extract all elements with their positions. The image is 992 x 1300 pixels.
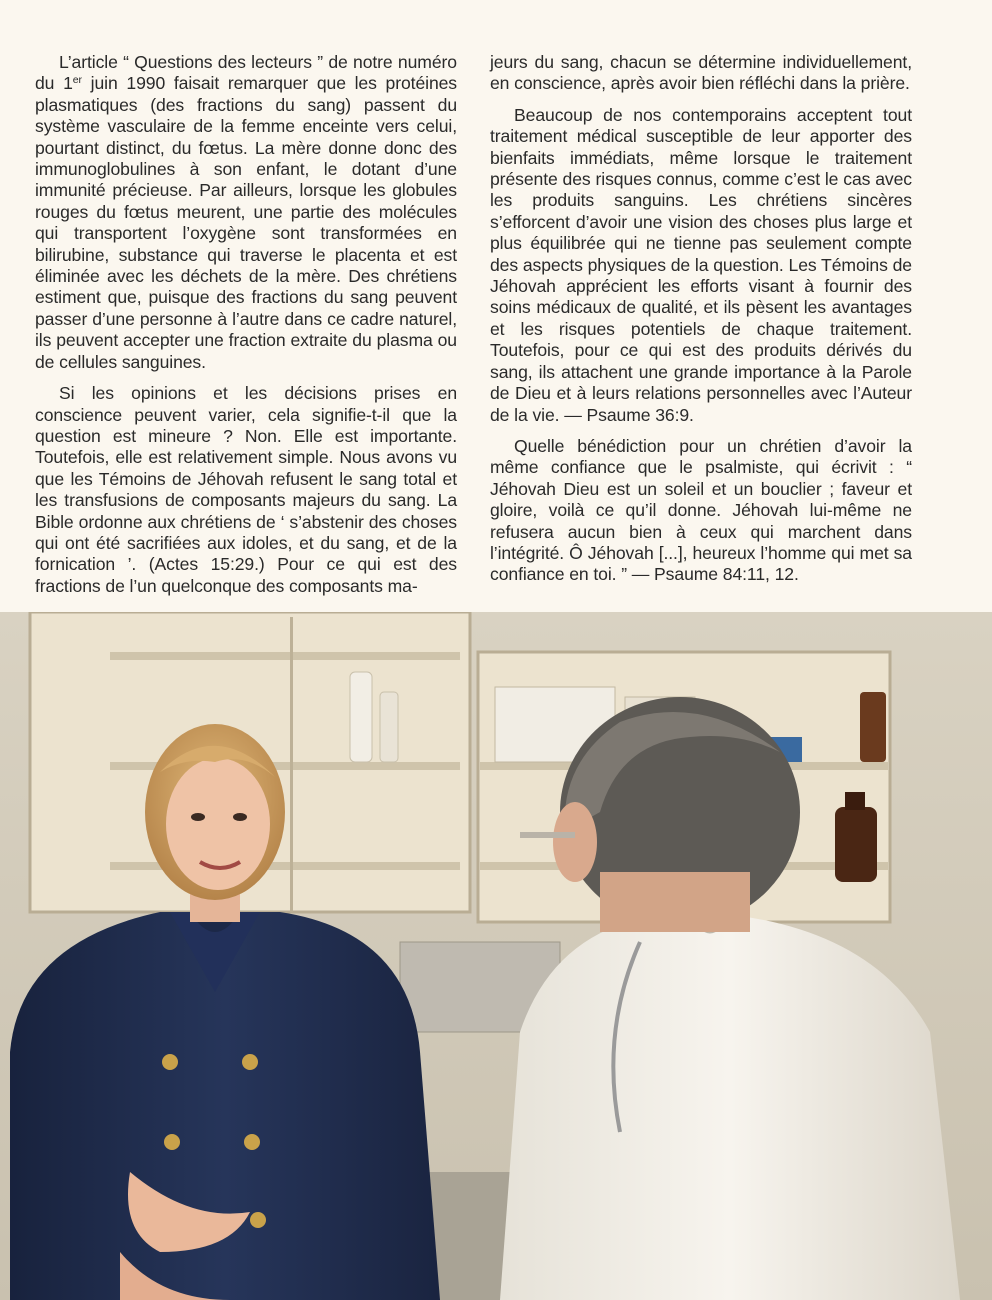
photo-patient-doctor [0,612,992,1300]
paragraph-text: juin 1990 faisait remarquer que les protéines plasmatiques (des fractions du sang) passent du système vasculaire de la femme enceinte vers celui, pourtant distinct, du fœtus. La mère donne donc des immunoglobulines à son enfant, le dotant d’une immunité précieuse. Par ailleurs, lorsque les globules rouges du fœtus meurent, une partie des molécules qui transportent l’oxygène sont transformées en bilirubine, substance qui traverse le placenta et est éliminée avec les déchets de la mère. Des chrétiens estiment que, puisque des fractions du sang peuvent passer d’une personne à l’autre dans ce cadre naturel, ils peuvent accepter une fraction extraite du plasma ou de cellules sanguines. [35,73,458,372]
article-text [35,52,960,612]
right-column [490,52,912,596]
paragraph: Beaucoup de nos contemporains acceptent tout traitement médical susceptible de leur apporter des bienfaits immédiats, même lorsque le traitement présente des risques connus, comme c’est le cas avec les produits sanguins. Les chrétiens sincères s’efforcent d’avoir une vision des choses plus large et plus équilibrée qui ne tienne pas seulement compte des aspects physiques de la question. Les Témoins de Jéhovah apprécient les efforts visant à fournir des soins médicaux de qualité, et ils pèsent les avantages et les risques potentiels de chaque traitement. Toutefois, pour ce qui est des produits dérivés du sang, ils attachent une grande importance à la Parole de Dieu et à leurs relations personnelles avec l’Auteur de la vie. — Psaume 36:9. [490,104,912,425]
brown-bottle [835,807,877,882]
paragraph: jeurs du sang, chacun se détermine individuellement, en conscience, après avoir bien réfléchi dans la prière. [490,52,912,94]
left-column [35,52,457,607]
paragraph: Quelle bénédiction pour un chrétien d’avoir la même confiance que le psalmiste, qui écrivit : “ Jéhovah Dieu est un soleil et un bouclier ; faveur et gloire, voilà ce qu’il donne. Jéhovah lui-même ne refusera aucun bien à ceux qui marchent dans l’intégrité. Ô Jéhovah [...], heureux l’homme qui met sa confiance en toi. ” — Psaume 84:11, 12. [490,435,912,585]
superscript: er [72,74,82,87]
paragraph [35,52,457,373]
paragraph-text: L’article “ Questions des lecteurs ” de notre numéro du 1 [35,52,457,94]
paragraph: Si les opinions et les décisions prises en conscience peuvent varier, cela signifie-t-il que la question est mineure ? Non. Elle est importante. Toutefois, elle est relativement simple. Nous avons vu que les Témoins de Jéhovah refusent le sang total et les transfusions de composants majeurs du sang. La Bible ordonne aux chrétiens de ‘ s’abstenir des choses qui ont été sacrifiées aux idoles, et du sang, et de la fornication ’. (Actes 15:29.) Pour ce qui est des fractions de l’un quelconque des composants ma- [35,383,457,596]
photo-illustration [0,612,992,1300]
glasses [520,832,575,838]
